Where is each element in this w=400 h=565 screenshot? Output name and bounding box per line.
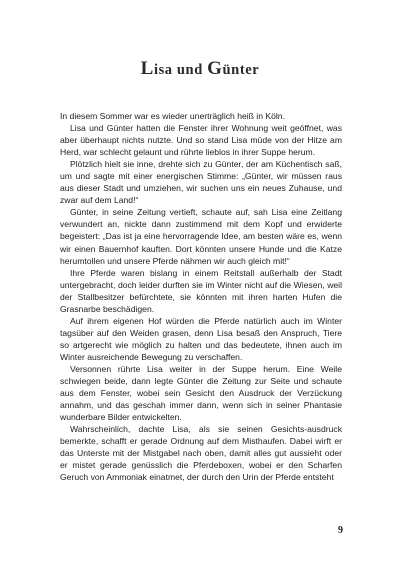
chapter-title <box>0 58 400 80</box>
page-number: 9 <box>338 525 343 536</box>
paragraph: Ihre Pferde waren bislang in einem Reitstall außerhalb der Stadt untergebracht, doch leider durften sie im Winter nicht auf die Wiesen, weil der Stallbesitzer befürchtete, sie könnten mit ihren harten Hufen die Grasnarbe beschädigen. <box>60 267 342 314</box>
paragraph: Plötzlich hielt sie inne, drehte sich zu Günter, der am Küchentisch saß, um und sagte mit einer energischen Stimme: „Günter, wir müssen raus aus dieser Stadt und umziehen, wir suchen uns ein neues Zuhause, und zwar auf dem Land!“ <box>60 159 342 206</box>
title-initial-l: L <box>140 58 154 79</box>
paragraph: Günter, in seine Zeitung vertieft, schaute auf, sah Lisa eine Zeitlang verwundert an, nickte dann zustimmend mit dem Kopf und erwiderte begeistert: „Das ist ja eine hervorragende Idee, am besten wäre es, wenn wir einen Bauernhof kauften. Dort könnten unsere Hunde und die Katze herumtollen und unsere Pferde nähmen wir auch gleich mit!“ <box>60 207 342 266</box>
paragraph: Auf ihrem eigenen Hof würden die Pferde natürlich auch im Winter tagsüber auf den Weiden grasen, denn Lisa besaß den Anspruch, Tiere so artgerecht wie möglich zu halten und das bedeutete, ihnen auch im Winter ausreichende Bewegung zu verschaffen. <box>60 315 342 362</box>
paragraph: In diesem Sommer war es wieder unerträglich heiß in Köln. <box>60 111 285 121</box>
paragraph: Versonnen rührte Lisa weiter in der Suppe herum. Eine Weile schwiegen beide, dann legte Günter die Zeitung zur Seite und schaute aus dem Fenster, wobei sein Gesicht den Ausdruck der Verzückung annahm, und das geschah immer dann, wenn sich in seiner Phantasie wunderbare Bilder entwickelten. <box>60 363 342 423</box>
title-initial-g: G <box>207 58 223 79</box>
paragraph: Lisa und Günter hatten die Fenster ihrer Wohnung weit geöffnet, was aber überhaupt nichts nutzte. Und so stand Lisa müde von der Hitze am Herd, war schlecht gelaunt und rührte lieblos in ihrer Suppe herum. <box>60 123 342 158</box>
title-part-1: isa und <box>153 62 208 78</box>
paragraph: Wahrscheinlich, dachte Lisa, als sie seinen Gesichts-ausdruck bemerkte, schafft er gerade Ordnung auf dem Misthaufen. Dabei wirft er das Unterste mit der Mistgabel nach oben, damit alles gut aussieht oder er mistet gerade genüsslich die Pferdeboxen, wobei er den Scharfen Geruch von Ammoniak einatmet, der durch den Urin der Pferde entsteht <box>60 424 342 483</box>
title-part-2: ünter <box>222 62 260 78</box>
body-text <box>60 110 342 483</box>
